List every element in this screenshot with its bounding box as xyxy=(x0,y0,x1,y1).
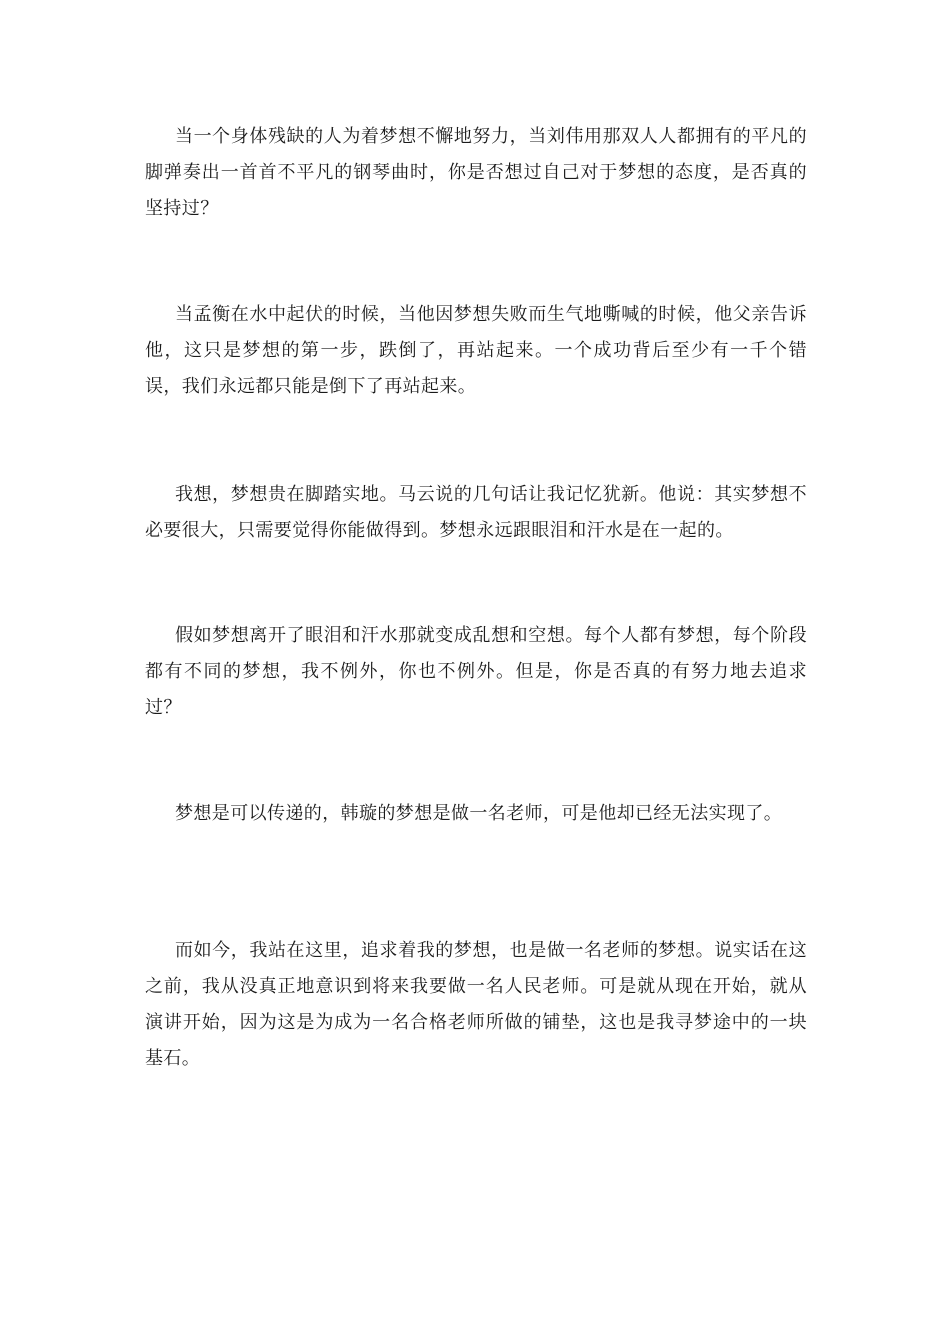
paragraph-5: 梦想是可以传递的，韩璇的梦想是做一名老师，可是他却已经无法实现了。 xyxy=(175,803,783,824)
paragraph-3: 我想，梦想贵在脚踏实地。马云说的几句话让我记忆犹新。他说：其实梦想不必要很大，只需要觉得你能做得到。梦想永远跟眼泪和汗水是在一起的。 xyxy=(145,484,807,541)
paragraph-2: 当孟衡在水中起伏的时候，当他因梦想失败而生气地嘶喊的时候，他父亲告诉他，这只是梦想的第一步，跌倒了，再站起来。一个成功背后至少有一千个错误，我们永远都只能是倒下了再站起来。 xyxy=(145,304,807,397)
paragraph-1: 当一个身体残缺的人为着梦想不懈地努力，当刘伟用那双人人都拥有的平凡的脚弹奏出一首首不平凡的钢琴曲时，你是否想过自己对于梦想的态度，是否真的坚持过？ xyxy=(145,126,807,219)
paragraph-4: 假如梦想离开了眼泪和汗水那就变成乱想和空想。每个人都有梦想，每个阶段都有不同的梦想，我不例外，你也不例外。但是，你是否真的有努力地去追求过？ xyxy=(145,625,807,718)
paragraph-6: 而如今，我站在这里，追求着我的梦想，也是做一名老师的梦想。说实话在这之前，我从没真正地意识到将来我要做一名人民老师。可是就从现在开始，就从演讲开始，因为这是为成为一名合格老师所做的铺垫，这也是我寻梦途中的一块基石。 xyxy=(145,940,807,1069)
